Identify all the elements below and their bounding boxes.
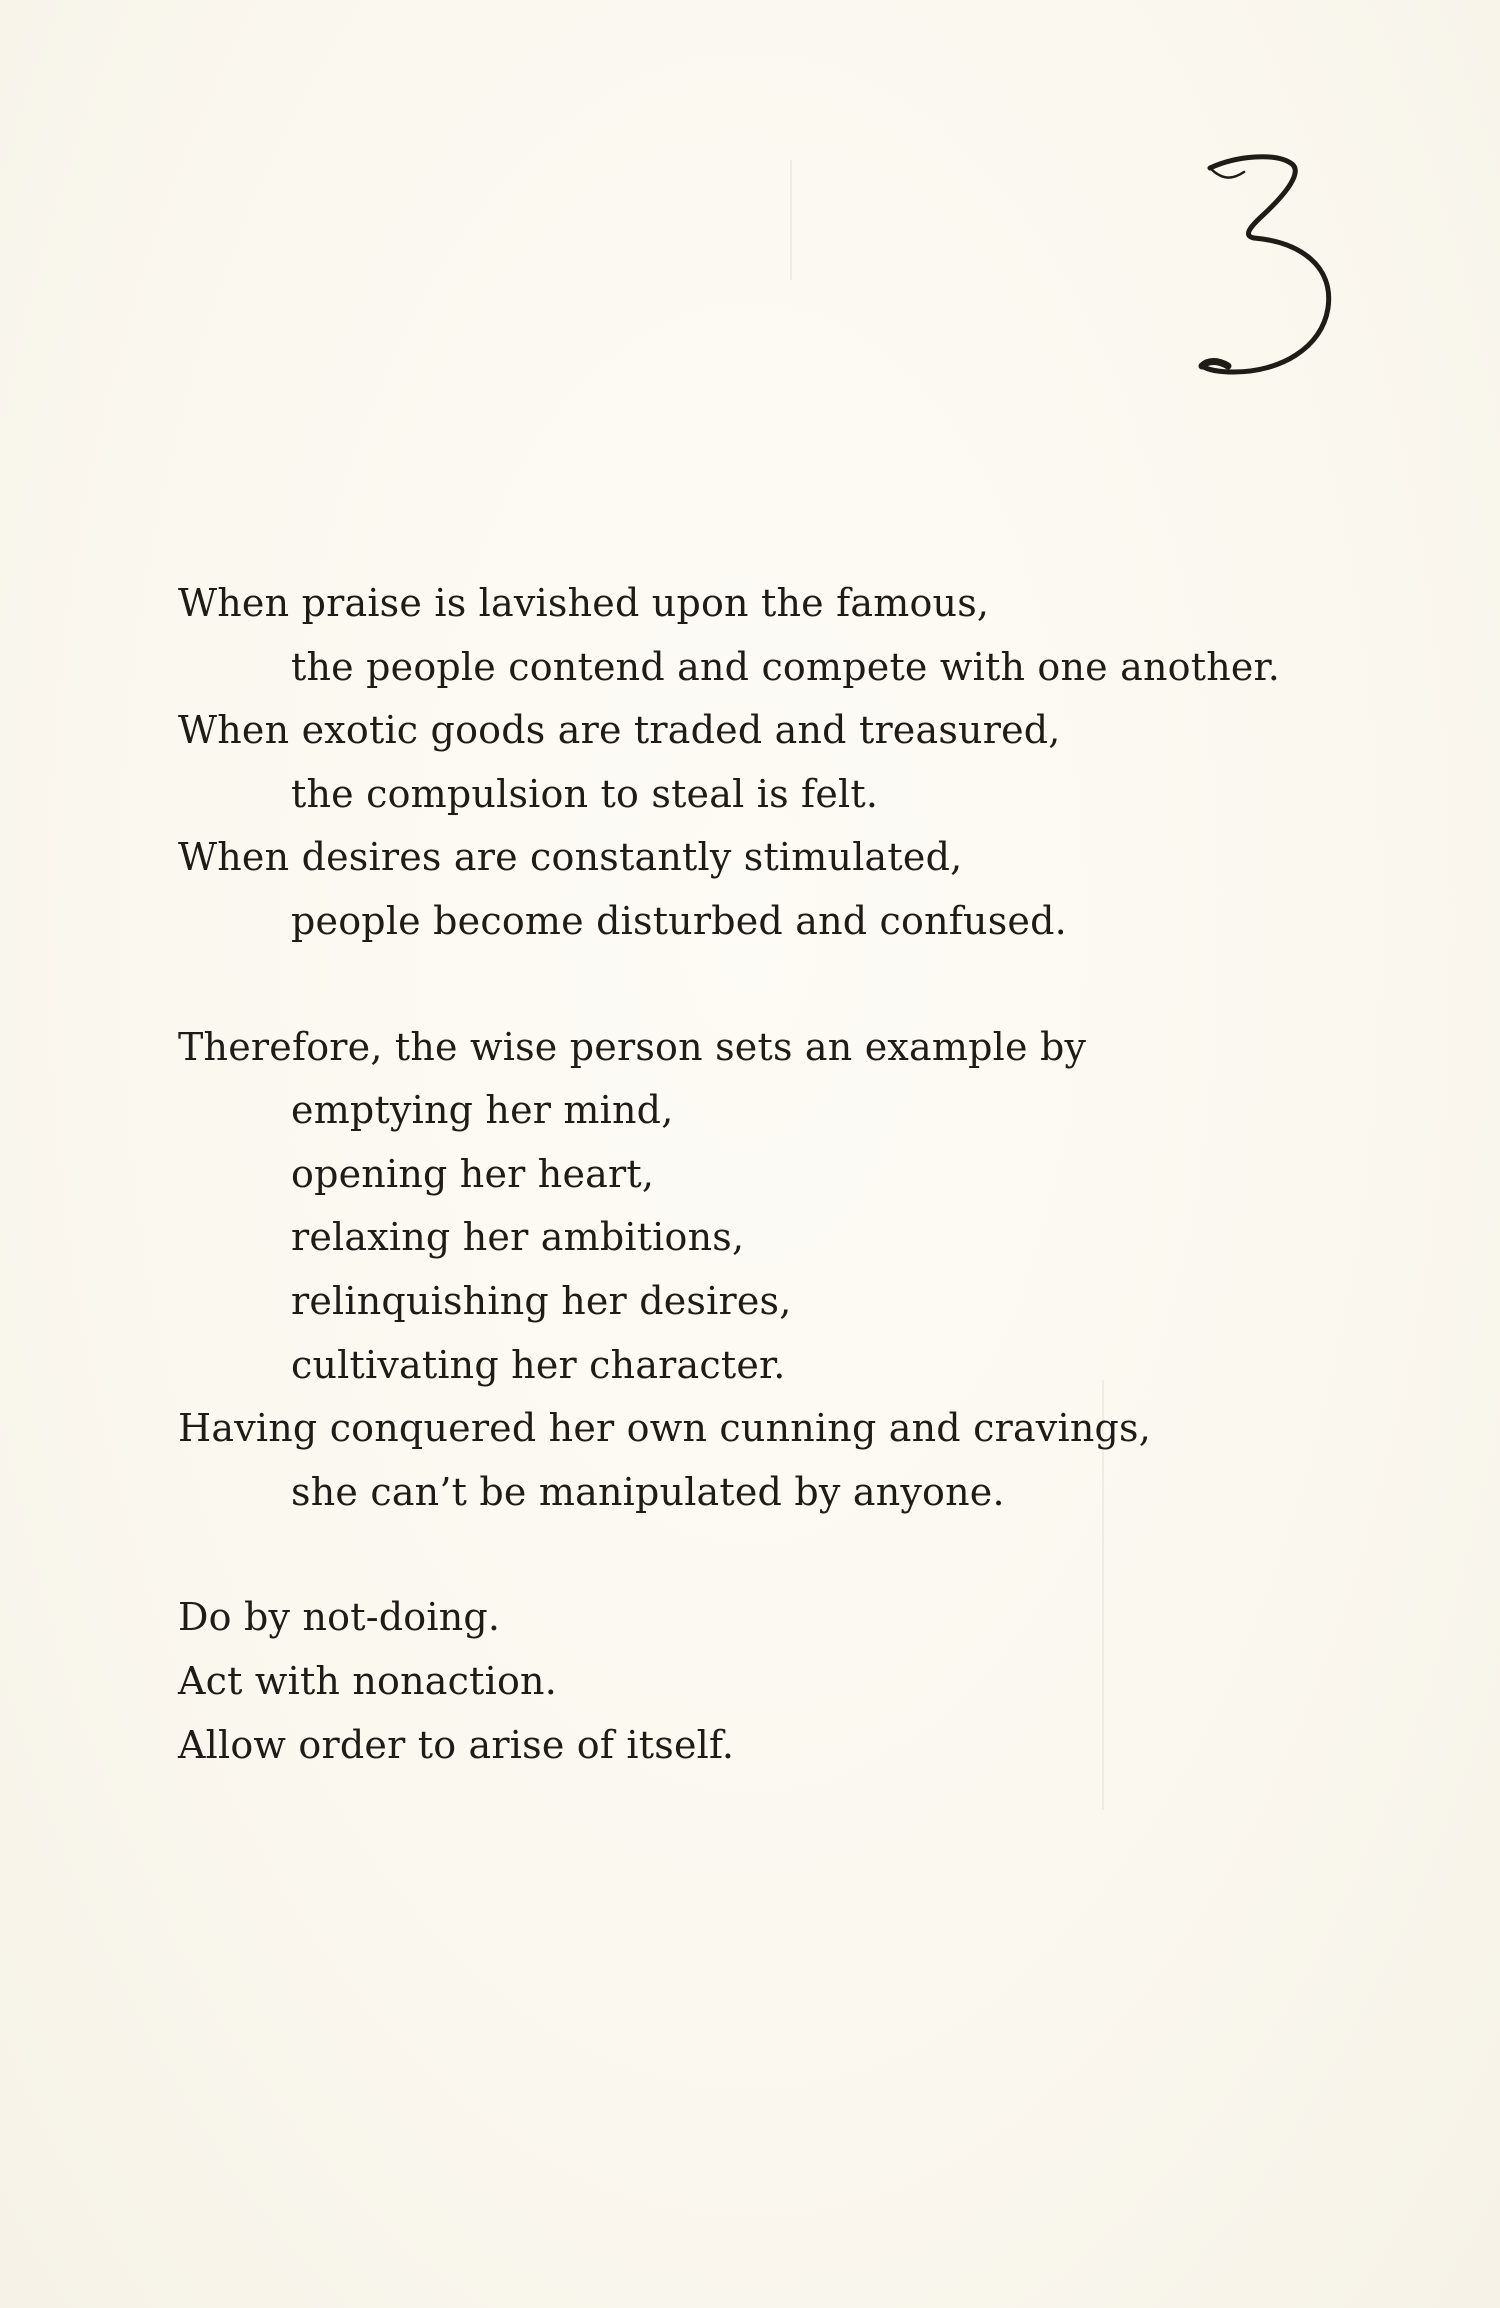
poem-line: relaxing her ambitions, bbox=[291, 1215, 745, 1260]
poem-line: opening her heart, bbox=[291, 1151, 655, 1196]
stanza-3 bbox=[178, 1586, 1328, 1777]
poem-line: When desires are constantly stimulated, bbox=[178, 835, 963, 880]
poem-line: Having conquered her own cunning and cravings, bbox=[178, 1406, 1152, 1451]
poem-line: the people contend and compete with one another. bbox=[291, 644, 1281, 689]
chapter-number bbox=[1188, 150, 1348, 380]
poem-line: Allow order to arise of itself. bbox=[178, 1722, 735, 1767]
poem-line: relinquishing her desires, bbox=[291, 1278, 792, 1323]
poem-line: When praise is lavished upon the famous, bbox=[178, 581, 990, 625]
poem-line: she can’t be manipulated by anyone. bbox=[291, 1469, 1005, 1514]
poem-line: emptying her mind, bbox=[291, 1088, 674, 1133]
poem bbox=[178, 572, 1328, 1777]
stanza-1 bbox=[178, 572, 1328, 954]
paper-crease bbox=[790, 160, 792, 280]
calligraphic-three-icon bbox=[1188, 150, 1348, 380]
poem-line: people become disturbed and confused. bbox=[291, 898, 1067, 943]
poem-line: Act with nonaction. bbox=[178, 1658, 557, 1703]
poem-line: Therefore, the wise person sets an example by bbox=[178, 1024, 1087, 1069]
stanza-2 bbox=[178, 1016, 1328, 1525]
poem-line: the compulsion to steal is felt. bbox=[291, 771, 879, 816]
poem-line: When exotic goods are traded and treasured, bbox=[178, 708, 1061, 753]
poem-line: Do by not-doing. bbox=[178, 1595, 501, 1640]
poem-line: cultivating her character. bbox=[291, 1342, 786, 1387]
